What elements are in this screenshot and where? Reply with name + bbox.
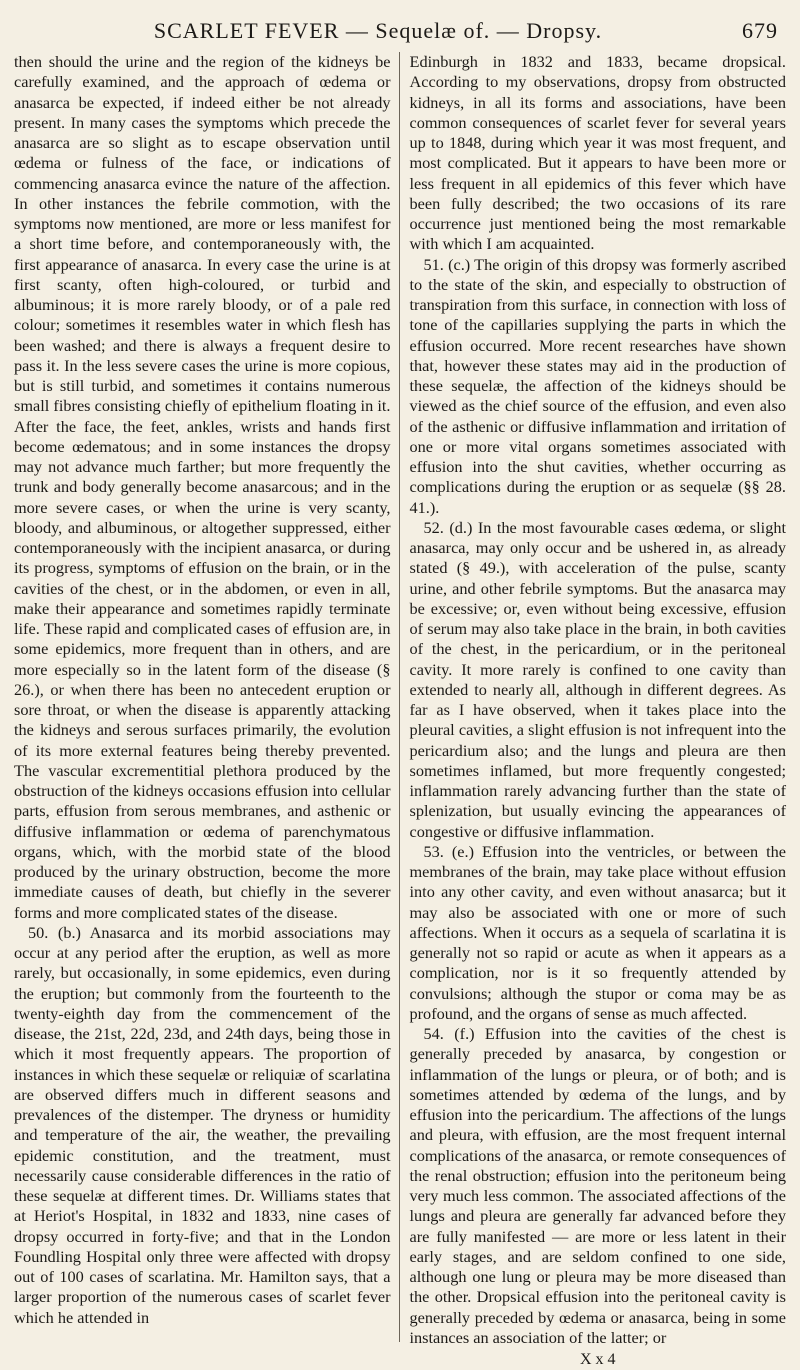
paragraph: Edinburgh in 1832 and 1833, became dropsical. According to my observations, dropsy from obstructed kidneys, in all its forms and associations, have been common consequences of scarlet fever for several years up to 1848, during which year it was most frequent, and most complicated. But it appears to have been more or less frequent in all epidemics of this fever which have been fully described; the two occasions of its rare occurrence just mentioned being the most remarkable with which I am acquainted. <box>409 52 786 254</box>
running-header <box>14 14 786 44</box>
signature-mark: X x 4 <box>579 1351 616 1368</box>
paragraph: 54. (f.) Effusion into the cavities of the chest is generally preceded by anasarca, by congestion or inflammation of the lungs or pleura, or of both; and is sometimes attended by œdema of the lungs, and by effusion into the pericardium. The affections of the lungs and pleura, with effusion, are the most frequent internal complications of the anasarca, or remote consequences of the renal obstruction; effusion into the peritoneum being very much less common. The associated affections of the lungs and pleura are generally far advanced before they are fully manifested — are more or less latent in their early stages, and are seldom confined to one side, although one lung or pleura may be more diseased than the other. Dropsical effusion into the peritoneal cavity is generally preceded by œdema or anasarca, being in some instances an association of the latter; or <box>409 1024 786 1347</box>
paragraph: then should the urine and the region of the kidneys be carefully examined, and the approach of œdema or anasarca be expected, if indeed either be not already present. In many cases the symptoms which precede the anasarca are so slight as to escape observation until œdema or fulness of the face, or indications of commencing anasarca evince the nature of the affection. In other instances the febrile commotion, with the symptoms now mentioned, are more or less manifest for a short time before, and contemporaneously with, the first appearance of anasarca. In every case the urine is at first scanty, often high-coloured, or turbid and albuminous; it is more rarely bloody, or of a pale red colour; sometimes it resembles water in which flesh has been washed; and there is always a frequent desire to pass it. In the less severe cases the urine is more copious, but is still turbid, and sometimes it contains numerous small fibres consisting chiefly of epithelium floating in it. After the face, the feet, ankles, wrists and hands first become œdematous; and in some instances the dropsy may not advance much farther; but more frequently the trunk and body generally become anasarcous; and in the more severe cases, or when the urine is very scanty, bloody, and albuminous, or altogether suppressed, either contemporaneously with the incipient anasarca, or during its progress, symptoms of effusion on the brain, or in the cavities of the chest, or in the abdomen, or even in all, make their appearance and sometimes rapidly terminate life. These rapid and complicated cases of effusion are, in some epidemics, more frequent than in others, and are more especially so in the latent form of the disease (§ 26.), or when there has been no antecedent eruption or sore throat, or when the disease is apparently attacking the kidneys and serous surfaces primarily, the evolution of its more external features being thereby prevented. The vascular excrementitial plethora produced by the obstruction of the kidneys occasions effusion into cellular parts, effusion from serous membranes, and asthenic or diffusive inflammation or œdema of parenchymatous organs, which, with the morbid state of the blood produced by the urinary obstruction, become the more immediate causes of death, but chiefly in the severer forms and more complicated states of the disease. <box>14 52 391 922</box>
paragraph: 53. (e.) Effusion into the ventricles, or between the membranes of the brain, may take place without effusion into any other cavity, and even without anasarca; but it may also be associated with one or more of such affections. When it occurs as a sequela of scarlatina it is generally not so rapid or acute as when it appears as a complication, nor is it so frequently attended by convulsions; although the stupor or coma may be as profound, and the organs of sense as much affected. <box>409 841 786 1023</box>
left-column <box>14 52 400 1342</box>
paragraph: 51. (c.) The origin of this dropsy was formerly ascribed to the state of the skin, and especially to obstruction of transpiration from this surface, in connection with loss of tone of the capillaries supplying the parts in which the effusion occurred. More recent researches have shown that, however these states may aid in the production of these sequelæ, the affection of the kidneys should be viewed as the chief source of the effusion, and even also of the asthenic or diffusive inflammation and irritation of one or more vital organs sometimes associated with effusion into the shut cavities, whether occurring as complications during the eruption or as sequelæ (§§ 28. 41.). <box>409 254 786 517</box>
right-column <box>409 52 787 1368</box>
text-columns <box>14 52 786 1368</box>
paragraph: 50. (b.) Anasarca and its morbid associations may occur at any period after the eruption, as well as more rarely, but occasionally, in some epidemics, even during the eruption; but commonly from the fourteenth to the twenty-eighth day from the commencement of the disease, the 21st, 22d, 23d, and 24th days, being those in which it most frequently appears. The proportion of instances in which these sequelæ or reliquiæ of scarlatina are observed differs much in different seasons and prevalences of the distemper. The dryness or humidity and temperature of the air, the weather, the prevailing epidemic constitution, and the treatment, must necessarily cause considerable differences in the ratio of these sequelæ at different times. Dr. Williams states that at Heriot's Hospital, in 1832 and 1833, nine cases of dropsy occurred in forty-five; and that in the London Foundling Hospital only three were affected with dropsy out of 100 cases of scarlatina. Mr. Hamilton says, that a larger proportion of the numerous cases of scarlet fever which he attended in <box>14 922 391 1327</box>
page-number: 679 <box>742 18 778 43</box>
running-title: SCARLET FEVER — Sequelæ of. — Dropsy. <box>153 18 603 43</box>
paragraph: 52. (d.) In the most favourable cases œdema, or slight anasarca, may only occur and be ushered in, as already stated (§ 49.), with acceleration of the pulse, scanty urine, and other febrile symptoms. But the anasarca may be excessive; or, even without being excessive, effusion of serum may also take place in the brain, in both cavities of the chest, in the pericardium, or in the peritoneal cavity. It more rarely is confined to one cavity than extended to nearly all, although in different degrees. As far as I have observed, when it takes place into the pleural cavities, a slight effusion is not infrequent into the pericardium also; and the lungs and pleura are then sometimes inflamed, but more frequently congested; inflammation rarely advancing further than the state of splenization, but usually evincing the appearances of congestive or diffusive inflammation. <box>409 517 786 841</box>
